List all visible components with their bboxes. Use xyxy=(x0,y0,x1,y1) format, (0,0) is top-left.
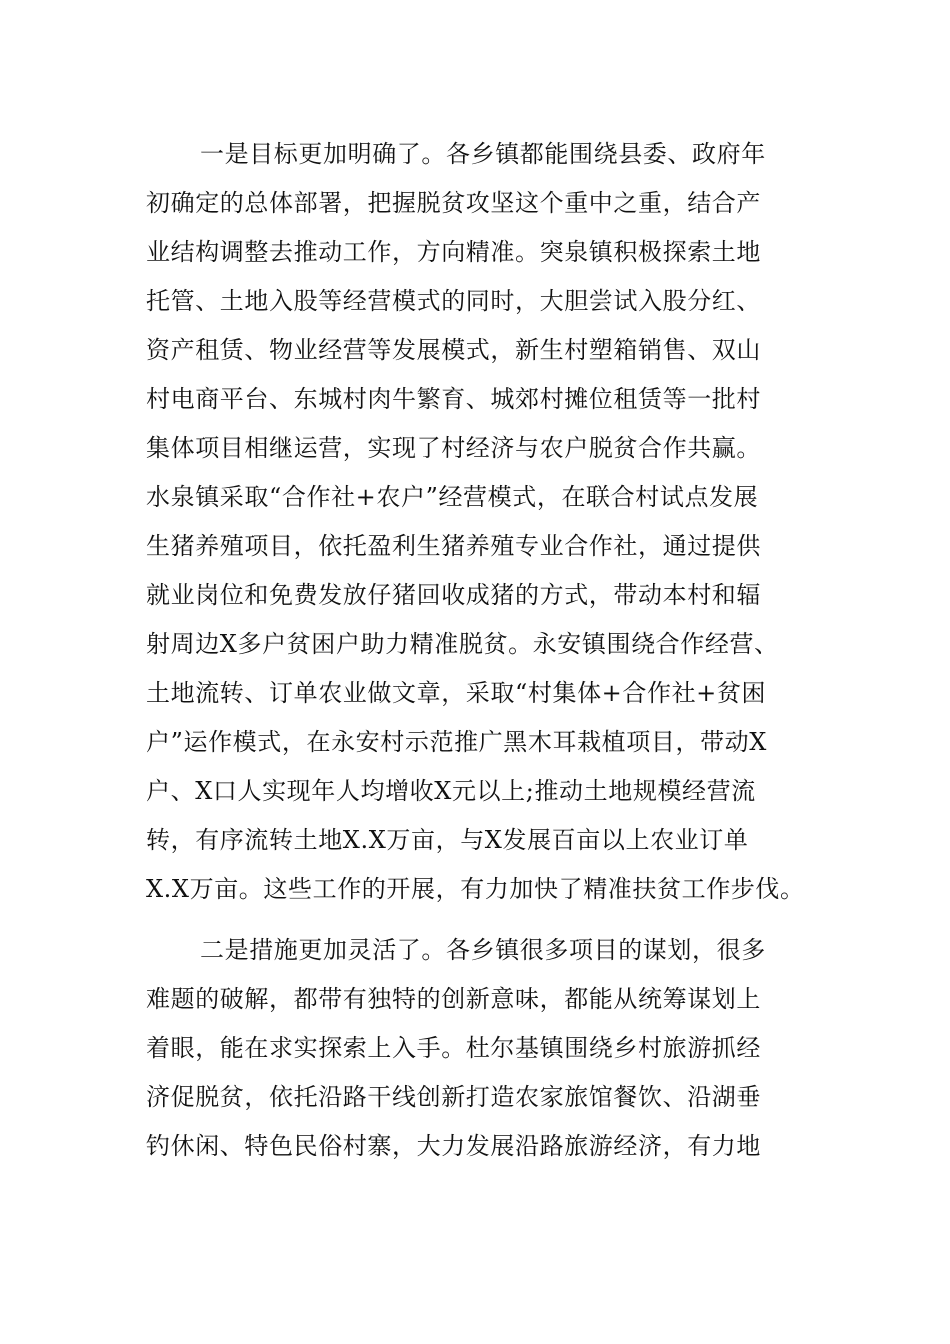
paragraph-1-line-10: 就业岗位和免费发放仔猪回收成猪的方式，带动本村和辐 xyxy=(146,581,761,609)
paragraph-2-line-4: 济促脱贫，依托沿路干线创新打造农家旅馆餐饮、沿湖垂 xyxy=(146,1083,761,1111)
paragraph-1-line-6: 村电商平台、东城村肉牛繁育、城郊村摊位租赁等一批村 xyxy=(146,385,761,413)
paragraph-2-line-3: 着眼，能在求实探索上入手。杜尔基镇围绕乡村旅游抓经 xyxy=(146,1034,761,1062)
paragraph-gap xyxy=(146,914,826,926)
paragraph-1-line-14: 户、X口人实现年人均增收X元以上;推动土地规模经营流 xyxy=(146,777,756,805)
document-body xyxy=(146,130,826,1171)
paragraph-1-line-16: X.X万亩。这些工作的开展，有力加快了精准扶贫工作步伐。 xyxy=(146,875,805,903)
paragraph-2-line-2: 难题的破解，都带有独特的创新意味，都能从统筹谋划上 xyxy=(146,985,761,1013)
paragraph-1-line-2: 初确定的总体部署，把握脱贫攻坚这个重中之重，结合产 xyxy=(146,189,761,217)
paragraph-1-line-5: 资产租赁、物业经营等发展模式，新生村塑箱销售、双山 xyxy=(146,336,761,364)
paragraph-2-line-1: 二是措施更加灵活了。各乡镇很多项目的谋划，很多 xyxy=(200,936,766,964)
paragraph-1-line-7: 集体项目相继运营，实现了村经济与农户脱贫合作共赢。 xyxy=(146,434,761,462)
paragraph-1-line-1: 一是目标更加明确了。各乡镇都能围绕县委、政府年 xyxy=(200,140,766,168)
paragraph-1-line-3: 业结构调整去推动工作，方向精准。突泉镇积极探索土地 xyxy=(146,238,761,266)
paragraph-1-line-4: 托管、土地入股等经营模式的同时，大胆尝试入股分红、 xyxy=(146,287,761,315)
paragraph-1-line-8: 水泉镇采取“合作社+农户”经营模式，在联合村试点发展 xyxy=(146,483,759,511)
paragraph-1-line-12: 土地流转、订单农业做文章，采取“村集体+合作社+贫困 xyxy=(146,679,767,707)
paragraph-2-line-5: 钓休闲、特色民俗村寨，大力发展沿路旅游经济，有力地 xyxy=(146,1132,761,1160)
paragraph-1-line-9: 生猪养殖项目，依托盈利生猪养殖专业合作社，通过提供 xyxy=(146,532,761,560)
paragraph-1-line-15: 转，有序流转土地X.X万亩，与X发展百亩以上农业订单 xyxy=(146,826,749,854)
paragraph-1-line-11: 射周边X多户贫困户助力精准脱贫。永安镇围绕合作经营、 xyxy=(146,630,779,658)
paragraph-1-line-13: 户”运作模式，在永安村示范推广黑木耳栽植项目，带动X xyxy=(146,728,767,756)
